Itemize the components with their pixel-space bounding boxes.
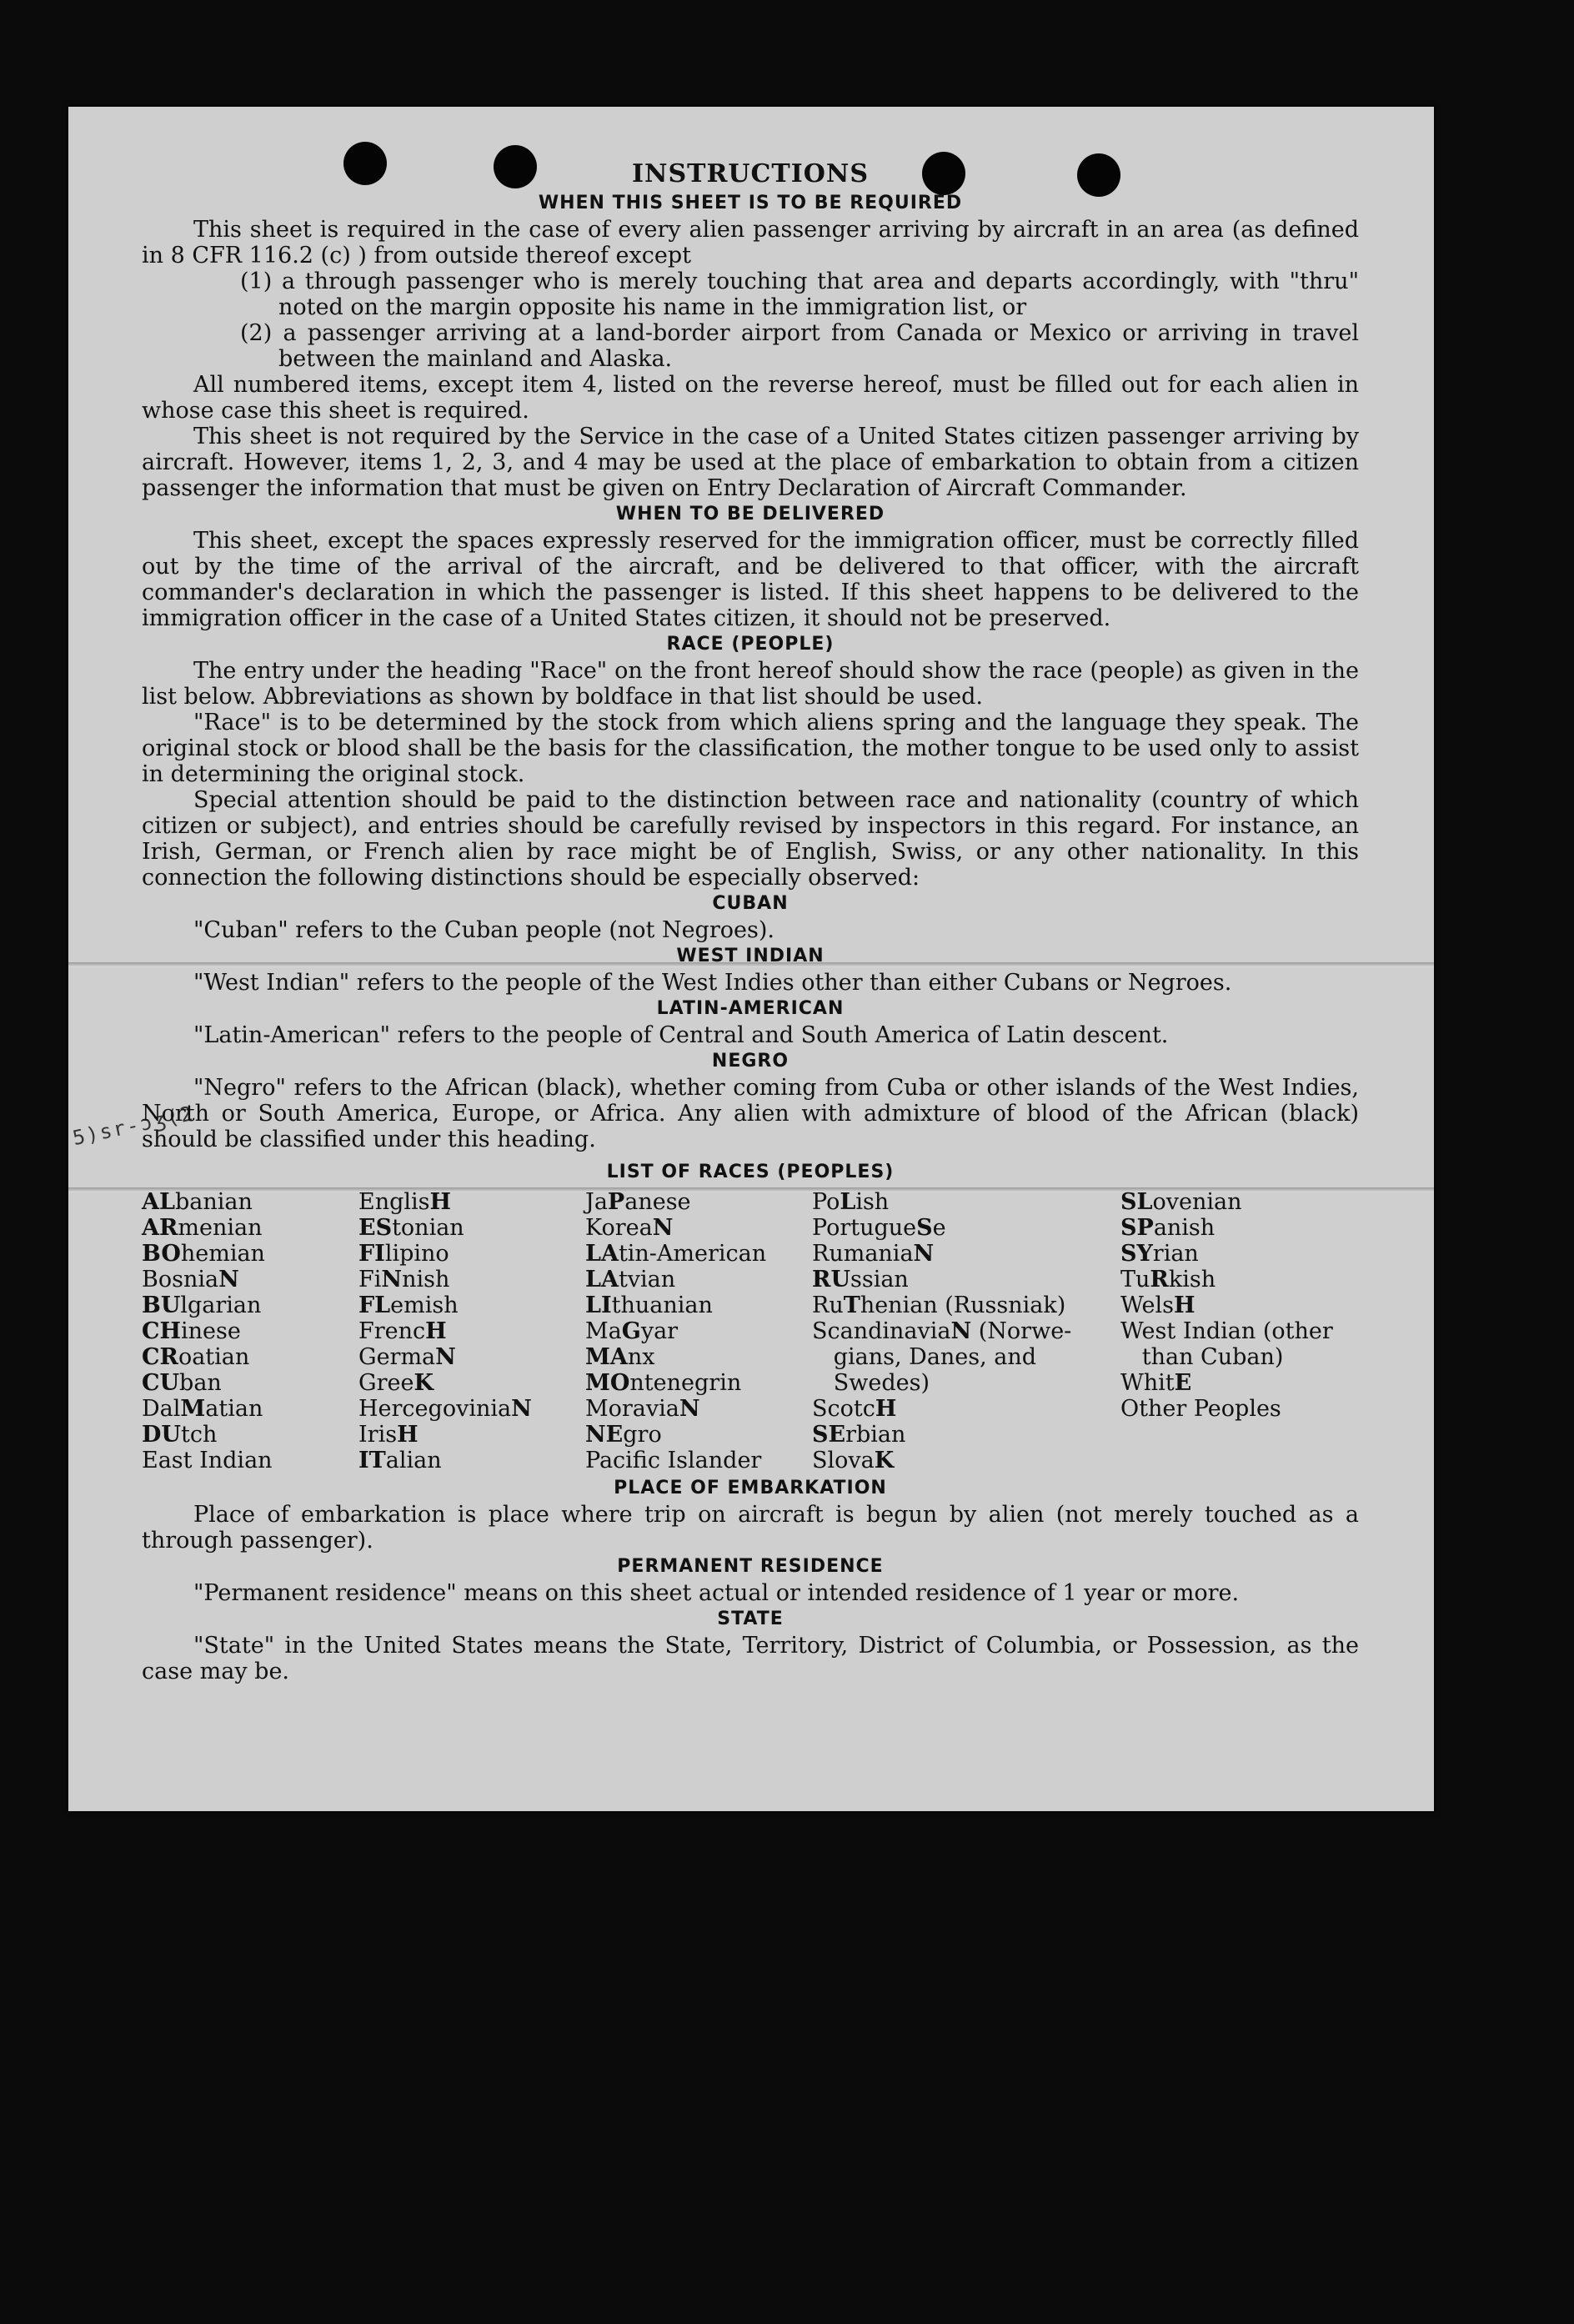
paragraph: "Latin-American" refers to the people of Central and South America of Latin descent.: [193, 1022, 1169, 1048]
section-heading: WHEN THIS SHEET IS TO BE REQUIRED: [538, 193, 963, 213]
race-entry: NEgro: [585, 1422, 662, 1448]
race-entry: FiNnish: [358, 1267, 450, 1293]
race-entry: ARmenian: [142, 1215, 263, 1241]
section-heading: PERMANENT RESIDENCE: [617, 1556, 884, 1577]
paragraph: Place of embarkation is place where trip on aircraft is begun by alien (not merely touched as a through passenger).: [142, 1502, 1359, 1554]
race-entry: SlovaK: [812, 1448, 895, 1473]
document-title: INSTRUCTIONS: [632, 159, 869, 188]
paragraph: "State" in the United States means the State, Territory, District of Columbia, or Possession, as the case may be.: [142, 1633, 1359, 1684]
race-entry: ALbanian: [142, 1189, 253, 1215]
section-heading: LIST OF RACES (PEOPLES): [606, 1162, 895, 1182]
section-heading: LATIN-AMERICAN: [656, 998, 845, 1019]
paragraph: "West Indian" refers to the people of the West Indies other than either Cubans or Negroes.: [193, 970, 1232, 996]
race-entry: CRoatian: [142, 1344, 250, 1370]
race-entry: CHinese: [142, 1318, 241, 1344]
race-entry: PoLish: [812, 1189, 890, 1215]
instructions-body: [142, 158, 1359, 1684]
race-entry: FLemish: [358, 1293, 459, 1318]
race-entry: West Indian (other: [1120, 1318, 1333, 1344]
race-entry: EStonian: [358, 1215, 464, 1241]
race-entry: CUban: [142, 1370, 222, 1396]
paragraph: This sheet, except the spaces expressly reserved for the immigration officer, must be correctly filled out by the time of the arrival of the aircraft, and be delivered to that officer, with the aircraft commander's declaration in which the passenger is listed. If this sheet happens to be delivered to the immigration officer in the case of a United States citizen, it should not be preserved.: [142, 528, 1359, 631]
section-heading: STATE: [717, 1609, 784, 1629]
race-entry: WelsH: [1120, 1293, 1196, 1318]
race-entry: than Cuban): [1120, 1344, 1284, 1370]
section-heading: WHEN TO BE DELIVERED: [615, 504, 885, 525]
race-entry: PortugueSe: [812, 1215, 946, 1241]
paragraph: Special attention should be paid to the distinction between race and nationality (country of which citizen or subject), and entries should be carefully revised by inspectors in this regard. For instance, an Irish, German, or French alien by race might be of English, Swiss, or any other nationality. In this connection the following distinctions should be especially observed:: [142, 787, 1359, 891]
race-entry: DalMatian: [142, 1396, 263, 1422]
paragraph: "Race" is to be determined by the stock from which aliens spring and the language they speak. The original stock or blood shall be the basis for the classification, the mother tongue to be used only to assist in determining the original stock.: [142, 710, 1359, 787]
paragraph: This sheet is required in the case of every alien passenger arriving by aircraft in an area (as defined in 8 CFR 116.2 (c) ) from outside thereof except: [142, 217, 1359, 269]
race-entry: SErbian: [812, 1422, 906, 1448]
race-entry: gians, Danes, and: [812, 1344, 1037, 1370]
paragraph: This sheet is not required by the Service in the case of a United States citizen passenger arriving by aircraft. However, items 1, 2, 3, and 4 may be used at the place of embarkation to obtain from a citizen passenger the information that must be given on Entry Declaration of Aircraft Commander.: [142, 424, 1359, 501]
race-entry: TuRkish: [1120, 1267, 1216, 1293]
section-heading: RACE (PEOPLE): [666, 634, 835, 655]
paragraph: All numbered items, except item 4, listed on the reverse hereof, must be filled out for each alien in whose case this sheet is required.: [142, 372, 1359, 424]
races-column: [585, 1189, 812, 1473]
races-column: [812, 1189, 1120, 1473]
race-entry: ITalian: [358, 1448, 442, 1473]
race-entry: ScandinaviaN (Norwe-: [812, 1318, 1072, 1344]
race-entry: RuThenian (Russniak): [812, 1293, 1066, 1318]
race-entry: FIlipino: [358, 1241, 449, 1267]
race-entry: ScotcH: [812, 1396, 897, 1422]
race-entry: Swedes): [812, 1370, 930, 1396]
race-entry: SLovenian: [1120, 1189, 1242, 1215]
race-entry: MaGyar: [585, 1318, 679, 1344]
handwritten-note: 5)sr-ɔʒ(2: [70, 1101, 197, 1151]
section-heading: CUBAN: [712, 893, 789, 914]
race-entry: Pacific Islander: [585, 1448, 762, 1473]
paragraph: "Negro" refers to the African (black), whether coming from Cuba or other islands of the West Indies, North or South America, Europe, or Africa. Any alien with admixture of blood of the African (black) should be classified under this heading.: [142, 1075, 1359, 1152]
races-column: [142, 1189, 358, 1473]
race-entry: GreeK: [358, 1370, 434, 1396]
section-heading: PLACE OF EMBARKATION: [614, 1478, 887, 1498]
race-entry: JaPanese: [585, 1189, 691, 1215]
race-entry: BUlgarian: [142, 1293, 262, 1318]
race-entry: LAtin-American: [585, 1241, 767, 1267]
section-heading: WEST INDIAN: [676, 946, 825, 966]
race-entry: HercegoviniaN: [358, 1396, 532, 1422]
list-item: (2) a passenger arriving at a land-border airport from Canada or Mexico or arriving in travel between the mainland and Alaska.: [240, 320, 1359, 372]
race-entry: EnglisH: [358, 1189, 452, 1215]
race-entry: BosniaN: [142, 1267, 239, 1293]
races-column: [358, 1189, 585, 1473]
race-entry: RumaniaN: [812, 1241, 935, 1267]
race-entry: IrisH: [358, 1422, 419, 1448]
race-entry: MoraviaN: [585, 1396, 700, 1422]
race-entry: RUssian: [812, 1267, 909, 1293]
race-entry: SYrian: [1120, 1241, 1199, 1267]
race-entry: WhitE: [1120, 1370, 1192, 1396]
scanned-sheet: [68, 107, 1434, 1811]
section-heading: NEGRO: [711, 1051, 790, 1072]
race-entry: LAtvian: [585, 1267, 676, 1293]
race-entry: FrencH: [358, 1318, 447, 1344]
paragraph: "Permanent residence" means on this sheet actual or intended residence of 1 year or more.: [193, 1580, 1240, 1606]
races-column: [1120, 1189, 1354, 1473]
race-entry: East Indian: [142, 1448, 273, 1473]
race-entry: MAnx: [585, 1344, 655, 1370]
races-list: [142, 1189, 1359, 1473]
race-entry: SPanish: [1120, 1215, 1216, 1241]
race-entry: DUtch: [142, 1422, 218, 1448]
race-entry: LIthuanian: [585, 1293, 713, 1318]
race-entry: Other Peoples: [1120, 1396, 1281, 1422]
race-entry: GermaN: [358, 1344, 456, 1370]
race-entry: MOntenegrin: [585, 1370, 742, 1396]
race-entry: BOhemian: [142, 1241, 265, 1267]
list-item: (1) a through passenger who is merely touching that area and departs accordingly, with "thru" noted on the margin opposite his name in the immigration list, or: [240, 269, 1359, 320]
paragraph: "Cuban" refers to the Cuban people (not Negroes).: [193, 917, 774, 943]
paragraph: The entry under the heading "Race" on the front hereof should show the race (people) as given in the list below. Abbreviations as shown by boldface in that list should be used.: [142, 658, 1359, 710]
race-entry: KoreaN: [585, 1215, 674, 1241]
